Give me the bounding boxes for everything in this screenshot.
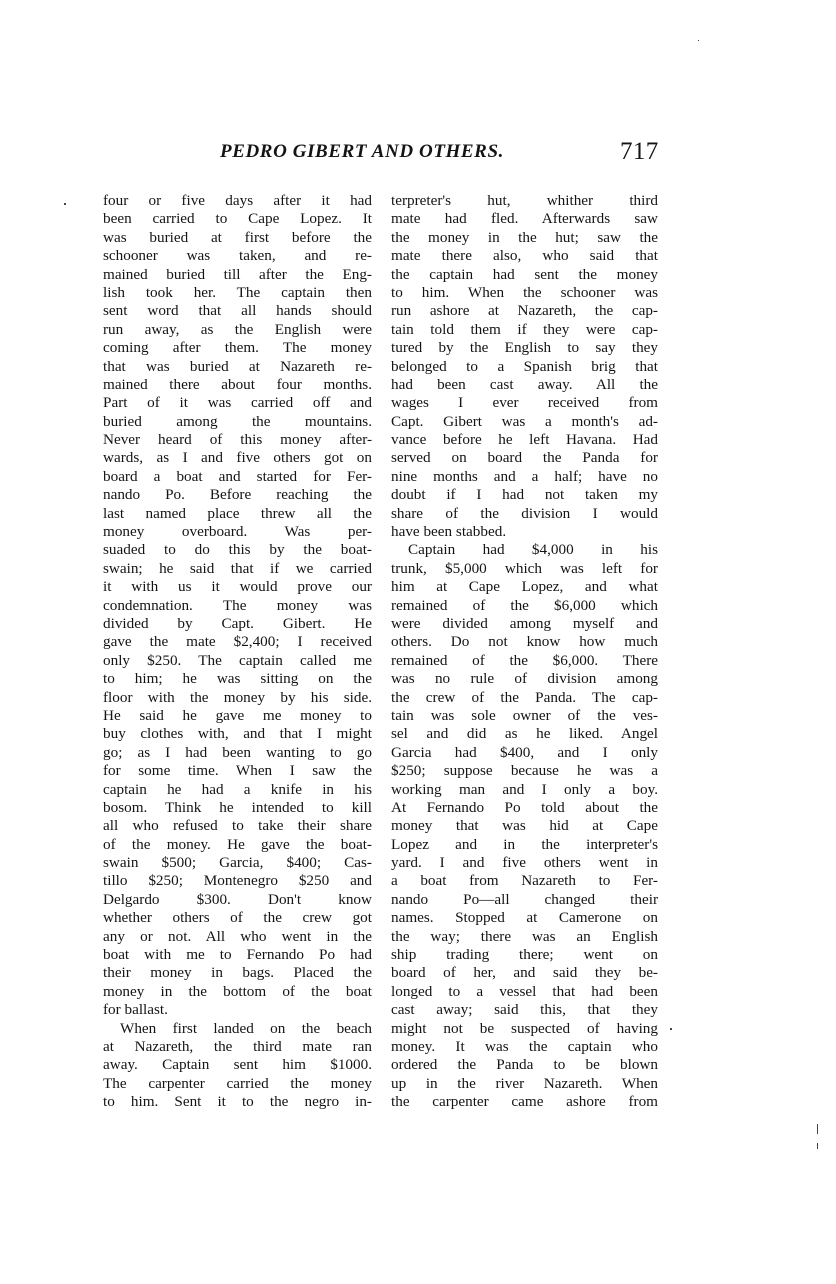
text-line: him at Cape Lopez, and what <box>391 578 658 596</box>
text-line: working man and I only a boy. <box>391 780 658 798</box>
text-line: condemnation. The money was <box>103 596 372 614</box>
text-line: four or five days after it had <box>103 192 372 209</box>
text-line: money that was hid at Cape <box>391 817 658 835</box>
text-line: names. Stopped at Camerone on <box>391 909 658 927</box>
right-column <box>391 192 658 1112</box>
text-line: ordered the Panda to be blown <box>391 1056 658 1074</box>
text-line: had been cast away. All the <box>391 375 658 393</box>
text-line: have been stabbed. <box>391 523 507 541</box>
scan-speck <box>817 1143 818 1149</box>
text-line: ship trading there; went on <box>391 946 658 964</box>
text-line: money in the bottom of the boat <box>103 982 372 1000</box>
text-line: boat with me to Fernando Po had <box>103 946 372 964</box>
text-line: Part of it was carried off and <box>103 394 372 412</box>
text-line: the crew of the Panda. The cap- <box>391 688 658 706</box>
text-line: vance before he left Havana. Had <box>391 431 658 449</box>
text-line: sel and did as he liked. Angel <box>391 725 658 743</box>
text-line: remained of the $6,000. There <box>391 651 658 669</box>
text-line: their money in bags. Placed the <box>103 964 372 982</box>
text-line: yard. I and five others went in <box>391 854 658 872</box>
scan-speck <box>670 1028 672 1030</box>
text-line: suaded to do this by the boat- <box>103 541 372 559</box>
text-line: Capt. Gibert was a month's ad- <box>391 412 658 430</box>
text-line: for ballast. <box>103 1001 168 1019</box>
text-line: board a boat and started for Fer- <box>103 467 372 485</box>
text-line: last named place threw all the <box>103 504 372 522</box>
text-line: money. It was the captain who <box>391 1037 658 1055</box>
text-line: cast away; said this, that they <box>391 1001 658 1019</box>
text-line: served on board the Panda for <box>391 449 658 467</box>
text-line: Lopez and in the interpreter's <box>391 835 658 853</box>
scan-speck <box>64 203 66 205</box>
text-line: all who refused to take their share <box>103 817 372 835</box>
text-line: share of the division I would <box>391 504 658 522</box>
text-line: whether others of the crew got <box>103 909 372 927</box>
running-title: PEDRO GIBERT AND OTHERS. <box>220 141 504 162</box>
text-line: the carpenter came ashore from <box>391 1093 658 1111</box>
text-line: belonged to a Spanish brig that <box>391 357 658 375</box>
text-line: Captain had $4,000 in his <box>408 541 658 559</box>
text-line: a boat from Nazareth to Fer- <box>391 872 658 890</box>
text-line: At Fernando Po told about the <box>391 798 658 816</box>
text-line: to him. Sent it to the negro in- <box>103 1093 372 1111</box>
text-line: The carpenter carried the money <box>103 1074 372 1092</box>
text-line: go; as I had been wanting to go <box>103 743 372 761</box>
text-line: nando Po—all changed their <box>391 890 658 908</box>
text-line: He said he gave me money to <box>103 706 372 724</box>
text-line: divided by Capt. Gibert. He <box>103 614 372 632</box>
text-line: When first landed on the beach <box>120 1019 372 1037</box>
text-line: nine months and a half; have no <box>391 467 658 485</box>
text-line: tain was sole owner of the ves- <box>391 706 658 724</box>
text-line: to him; he was sitting on the <box>103 670 372 688</box>
text-line: the money in the hut; saw the <box>391 228 658 246</box>
text-line: only $250. The captain called me <box>103 651 372 669</box>
text-line: the way; there was an English <box>391 927 658 945</box>
text-line: any or not. All who went in the <box>103 927 372 945</box>
text-line: lish took her. The captain then <box>103 283 372 301</box>
text-line: mained there about four months. <box>103 375 372 393</box>
text-line: bosom. Think he intended to kill <box>103 798 372 816</box>
text-line: the captain had sent the money <box>391 265 658 283</box>
text-line: mate had fled. Afterwards saw <box>391 210 658 228</box>
text-line: remained of the $6,000 which <box>391 596 658 614</box>
text-line: at Nazareth, the third mate ran <box>103 1037 372 1055</box>
text-line: others. Do not know how much <box>391 633 658 651</box>
text-line: were divided among myself and <box>391 614 658 632</box>
text-line: might not be suspected of having <box>391 1019 658 1037</box>
text-line: doubt if I had not taken my <box>391 486 658 504</box>
text-line: Garcia had $400, and I only <box>391 743 658 761</box>
text-line: nando Po. Before reaching the <box>103 486 372 504</box>
text-line: mained buried till after the Eng- <box>103 265 372 283</box>
text-line: buy clothes with, and that I might <box>103 725 372 743</box>
text-line: of the money. He gave the boat- <box>103 835 372 853</box>
text-line: run away, as the English were <box>103 320 372 338</box>
scan-speck <box>817 1124 818 1134</box>
text-line: wards, as I and five others got on <box>103 449 372 467</box>
text-line: schooner was taken, and re- <box>103 247 372 265</box>
text-line: mate there also, who said that <box>391 247 658 265</box>
text-line: to him. When the schooner was <box>391 283 658 301</box>
text-line: tain told them if they were cap- <box>391 320 658 338</box>
text-line: board of her, and said they be- <box>391 964 658 982</box>
text-line: trunk, $5,000 which was left for <box>391 559 658 577</box>
text-line: swain $500; Garcia, $400; Cas- <box>103 854 372 872</box>
text-line: run ashore at Nazareth, the cap- <box>391 302 658 320</box>
text-line: for some time. When I saw the <box>103 762 372 780</box>
text-line: tured by the English to say they <box>391 339 658 357</box>
text-line: been carried to Cape Lopez. It <box>103 210 372 228</box>
text-line: terpreter's hut, whither third <box>391 192 658 209</box>
text-line: away. Captain sent him $1000. <box>103 1056 372 1074</box>
scan-speck <box>698 40 699 41</box>
text-line: swain; he said that if we carried <box>103 559 372 577</box>
text-line: was no rule of division among <box>391 670 658 688</box>
text-line: buried among the mountains. <box>103 412 372 430</box>
text-line: captain he had a knife in his <box>103 780 372 798</box>
text-line: wages I ever received from <box>391 394 658 412</box>
text-line: tillo $250; Montenegro $250 and <box>103 872 372 890</box>
text-line: that was buried at Nazareth re- <box>103 357 372 375</box>
text-line: money overboard. Was per- <box>103 523 372 541</box>
text-line: coming after them. The money <box>103 339 372 357</box>
text-line: $250; suppose because he was a <box>391 762 658 780</box>
text-line: it with us it would prove our <box>103 578 372 596</box>
left-column <box>103 192 372 1112</box>
text-line: sent word that all hands should <box>103 302 372 320</box>
page-number: 717 <box>620 138 659 165</box>
text-line: was buried at first before the <box>103 228 372 246</box>
text-line: floor with the money by his side. <box>103 688 372 706</box>
text-line: longed to a vessel that had been <box>391 982 658 1000</box>
text-line: gave the mate $2,400; I received <box>103 633 372 651</box>
text-line: up in the river Nazareth. When <box>391 1074 658 1092</box>
text-line: Never heard of this money after- <box>103 431 372 449</box>
text-line: Delgardo $300. Don't know <box>103 890 372 908</box>
